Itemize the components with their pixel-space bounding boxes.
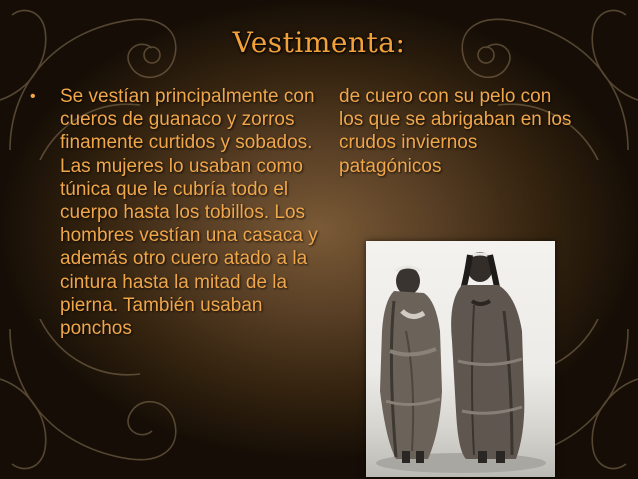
historical-photo <box>366 241 555 477</box>
historical-photo-two-figures-icon <box>366 241 555 477</box>
slide-title: Vestimenta: <box>232 26 406 59</box>
bullet-marker: • <box>30 88 36 105</box>
swirl-ornament-bottom-left-icon <box>0 319 190 479</box>
body-text-right-column: de cuero con su pelo con los que se abrigaban en los crudos inviernos patagónicos <box>339 86 572 177</box>
body-text-left-column: Se vestían principalmente con cueros de guanaco y zorros finamente curtidos y sobados. Las mujeres lo usaban como túnica que le cubría todo el cuerpo hasta los tobillos. Los hombres vestían una casaca y además otro cuero atado a la cintura hasta la mitad de la pierna. También usaban ponchos <box>60 86 318 340</box>
